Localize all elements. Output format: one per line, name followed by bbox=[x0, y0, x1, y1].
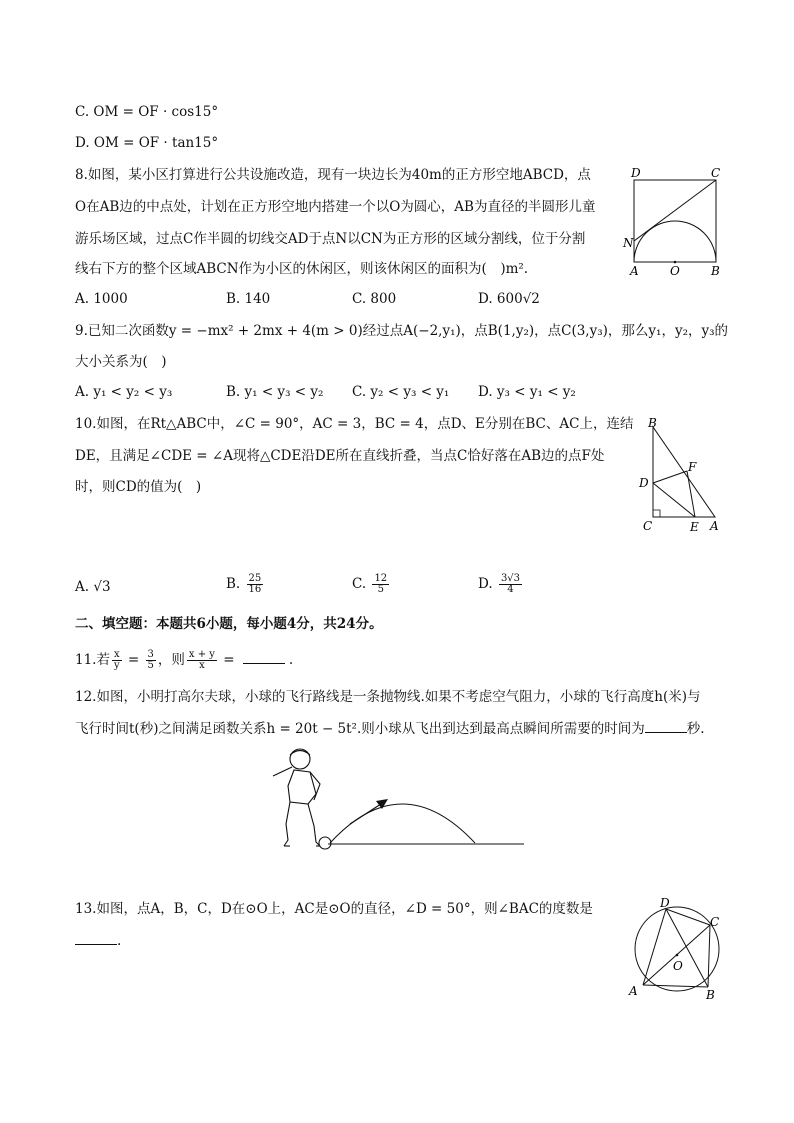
q13-line2: . bbox=[75, 932, 121, 950]
q10-line3: 时，则CD的值为( ) bbox=[75, 479, 202, 495]
q8-option-a: A. 1000 bbox=[75, 291, 128, 307]
label-o: O bbox=[673, 959, 683, 973]
right-angle-mark bbox=[653, 510, 660, 517]
label-d: D bbox=[631, 166, 641, 180]
q11-frac-xy: $\frac{x}{y}$ bbox=[113, 649, 120, 671]
q13-circle-figure bbox=[622, 897, 732, 1007]
label-c: C bbox=[643, 519, 653, 533]
arrow-head-icon bbox=[376, 799, 388, 809]
label-a: A bbox=[629, 984, 638, 998]
q8-line3: 游乐场区域，过点C作半圆的切线交AD于点N以CN为正方形的区域分割线，位于分割 bbox=[75, 231, 586, 247]
label-o: O bbox=[670, 264, 680, 278]
q8-line2: O在AB边的中点处，计划在正方形空地内搭建一个以O为圆心，AB为直径的半圆形儿童 bbox=[75, 199, 596, 215]
q10-triangle-figure bbox=[636, 415, 728, 535]
section2-heading: 二、填空题：本题共6小题，每小题4分，共24分。 bbox=[75, 616, 383, 632]
label-a: A bbox=[710, 519, 719, 533]
label-f: F bbox=[688, 460, 697, 474]
center-o bbox=[674, 261, 677, 264]
q10-d-fraction: $\frac{3√3}{4}$ bbox=[500, 573, 521, 595]
q10-option-d: D. $\frac{3√3}{4}$ bbox=[478, 573, 521, 595]
q12-answer-blank bbox=[645, 720, 687, 733]
q8-option-c: C. 800 bbox=[352, 291, 397, 307]
chord-cb bbox=[708, 925, 710, 987]
label-c: C bbox=[711, 166, 721, 180]
q11-frac-35: $\frac{3}{5}$ bbox=[147, 649, 154, 671]
label-d: D bbox=[639, 476, 649, 490]
q10-option-b: B. $\frac{25}{16}$ bbox=[226, 573, 262, 595]
q12-line2: 飞行时间t(秒)之间满足函数关系h = 20t − 5t².则小球从飞出到达到最高点瞬间所需要的时间为 秒. bbox=[75, 721, 705, 737]
q11-frac-xpy: $\frac{x + y}{x}$ bbox=[188, 649, 215, 671]
q8-option-d: D. 600√2 bbox=[478, 291, 540, 307]
q9-line2: 大小关系为( ) bbox=[75, 354, 167, 370]
q10-line1: 10.如图，在Rt△ABC中，∠C = 90°，AC = 3，BC = 4，点D、E分别在BC、AC上，连结 bbox=[75, 416, 634, 432]
tangent-cn bbox=[634, 180, 716, 241]
segment-fe bbox=[687, 471, 695, 517]
label-b: B bbox=[648, 416, 657, 430]
segment-de bbox=[653, 483, 695, 517]
option-c-top: C. OM = OF · cos15° bbox=[75, 104, 219, 120]
q9-option-d: D. y₃ < y₁ < y₂ bbox=[478, 384, 576, 400]
segment-df bbox=[653, 471, 687, 483]
q10-option-a: A. √3 bbox=[75, 579, 111, 595]
q9-option-b: B. y₁ < y₃ < y₂ bbox=[226, 384, 324, 400]
label-a: A bbox=[630, 264, 639, 278]
chord-dc bbox=[666, 909, 710, 925]
q8-line4: 线右下方的整个区域ABCN作为小区的休闲区，则该休闲区的面积为( )m². bbox=[75, 261, 529, 277]
q10-b-fraction: $\frac{25}{16}$ bbox=[248, 573, 262, 595]
q11-answer-blank bbox=[243, 651, 285, 664]
q8-option-b: B. 140 bbox=[226, 291, 271, 307]
label-b: B bbox=[711, 264, 720, 278]
q10-c-fraction: $\frac{12}{5}$ bbox=[374, 573, 388, 595]
center-o bbox=[676, 954, 679, 957]
q10-option-c: C. $\frac{12}{5}$ bbox=[352, 573, 388, 595]
q13-answer-blank bbox=[75, 932, 117, 945]
label-b: B bbox=[706, 988, 715, 1002]
q9-line1: 9.已知二次函数y = −mx² + 2mx + 4(m > 0)经过点A(−2,y₁)，点B(1,y₂)，点C(3,y₃)，那么y₁，y₂，y₃的 bbox=[75, 323, 729, 339]
label-c: C bbox=[710, 915, 720, 929]
label-e: E bbox=[690, 520, 699, 534]
launch-arrow bbox=[350, 802, 384, 824]
q12-golf-figure bbox=[270, 742, 530, 867]
q10-line2: DE，且满足∠CDE = ∠A现将△CDE沿DE所在直线折叠，当点C恰好落在AB边的点F处 bbox=[75, 448, 605, 464]
golf-ball bbox=[319, 837, 331, 849]
golfer-icon bbox=[273, 749, 322, 846]
q11-line: 11.若 $\frac{x}{y}$ = $\frac{3}{5}$ ，则 $\frac{x + y}{x}$ = . bbox=[75, 649, 294, 671]
q9-option-c: C. y₂ < y₃ < y₁ bbox=[352, 384, 450, 400]
q8-line1: 8.如图，某小区打算进行公共设施改造，现有一块边长为40m的正方形空地ABCD，点 bbox=[75, 167, 591, 183]
q9-option-a: A. y₁ < y₂ < y₃ bbox=[75, 384, 173, 400]
chord-db bbox=[666, 909, 708, 987]
circle-o bbox=[635, 907, 719, 991]
label-n: N bbox=[623, 236, 634, 250]
q8-square-figure bbox=[622, 165, 732, 280]
q13-line1: 13.如图，点A，B，C，D在⊙O上，AC是⊙O的直径，∠D = 50°，则∠BAC的度数是 bbox=[75, 901, 593, 917]
label-d: D bbox=[660, 897, 670, 910]
option-d-top: D. OM = OF · tan15° bbox=[75, 135, 219, 151]
semicircle bbox=[634, 221, 716, 262]
q12-line1: 12.如图，小明打高尔夫球，小球的飞行路线是一条抛物线.如果不考虑空气阻力，小球的飞行高度h(米)与 bbox=[75, 689, 701, 705]
